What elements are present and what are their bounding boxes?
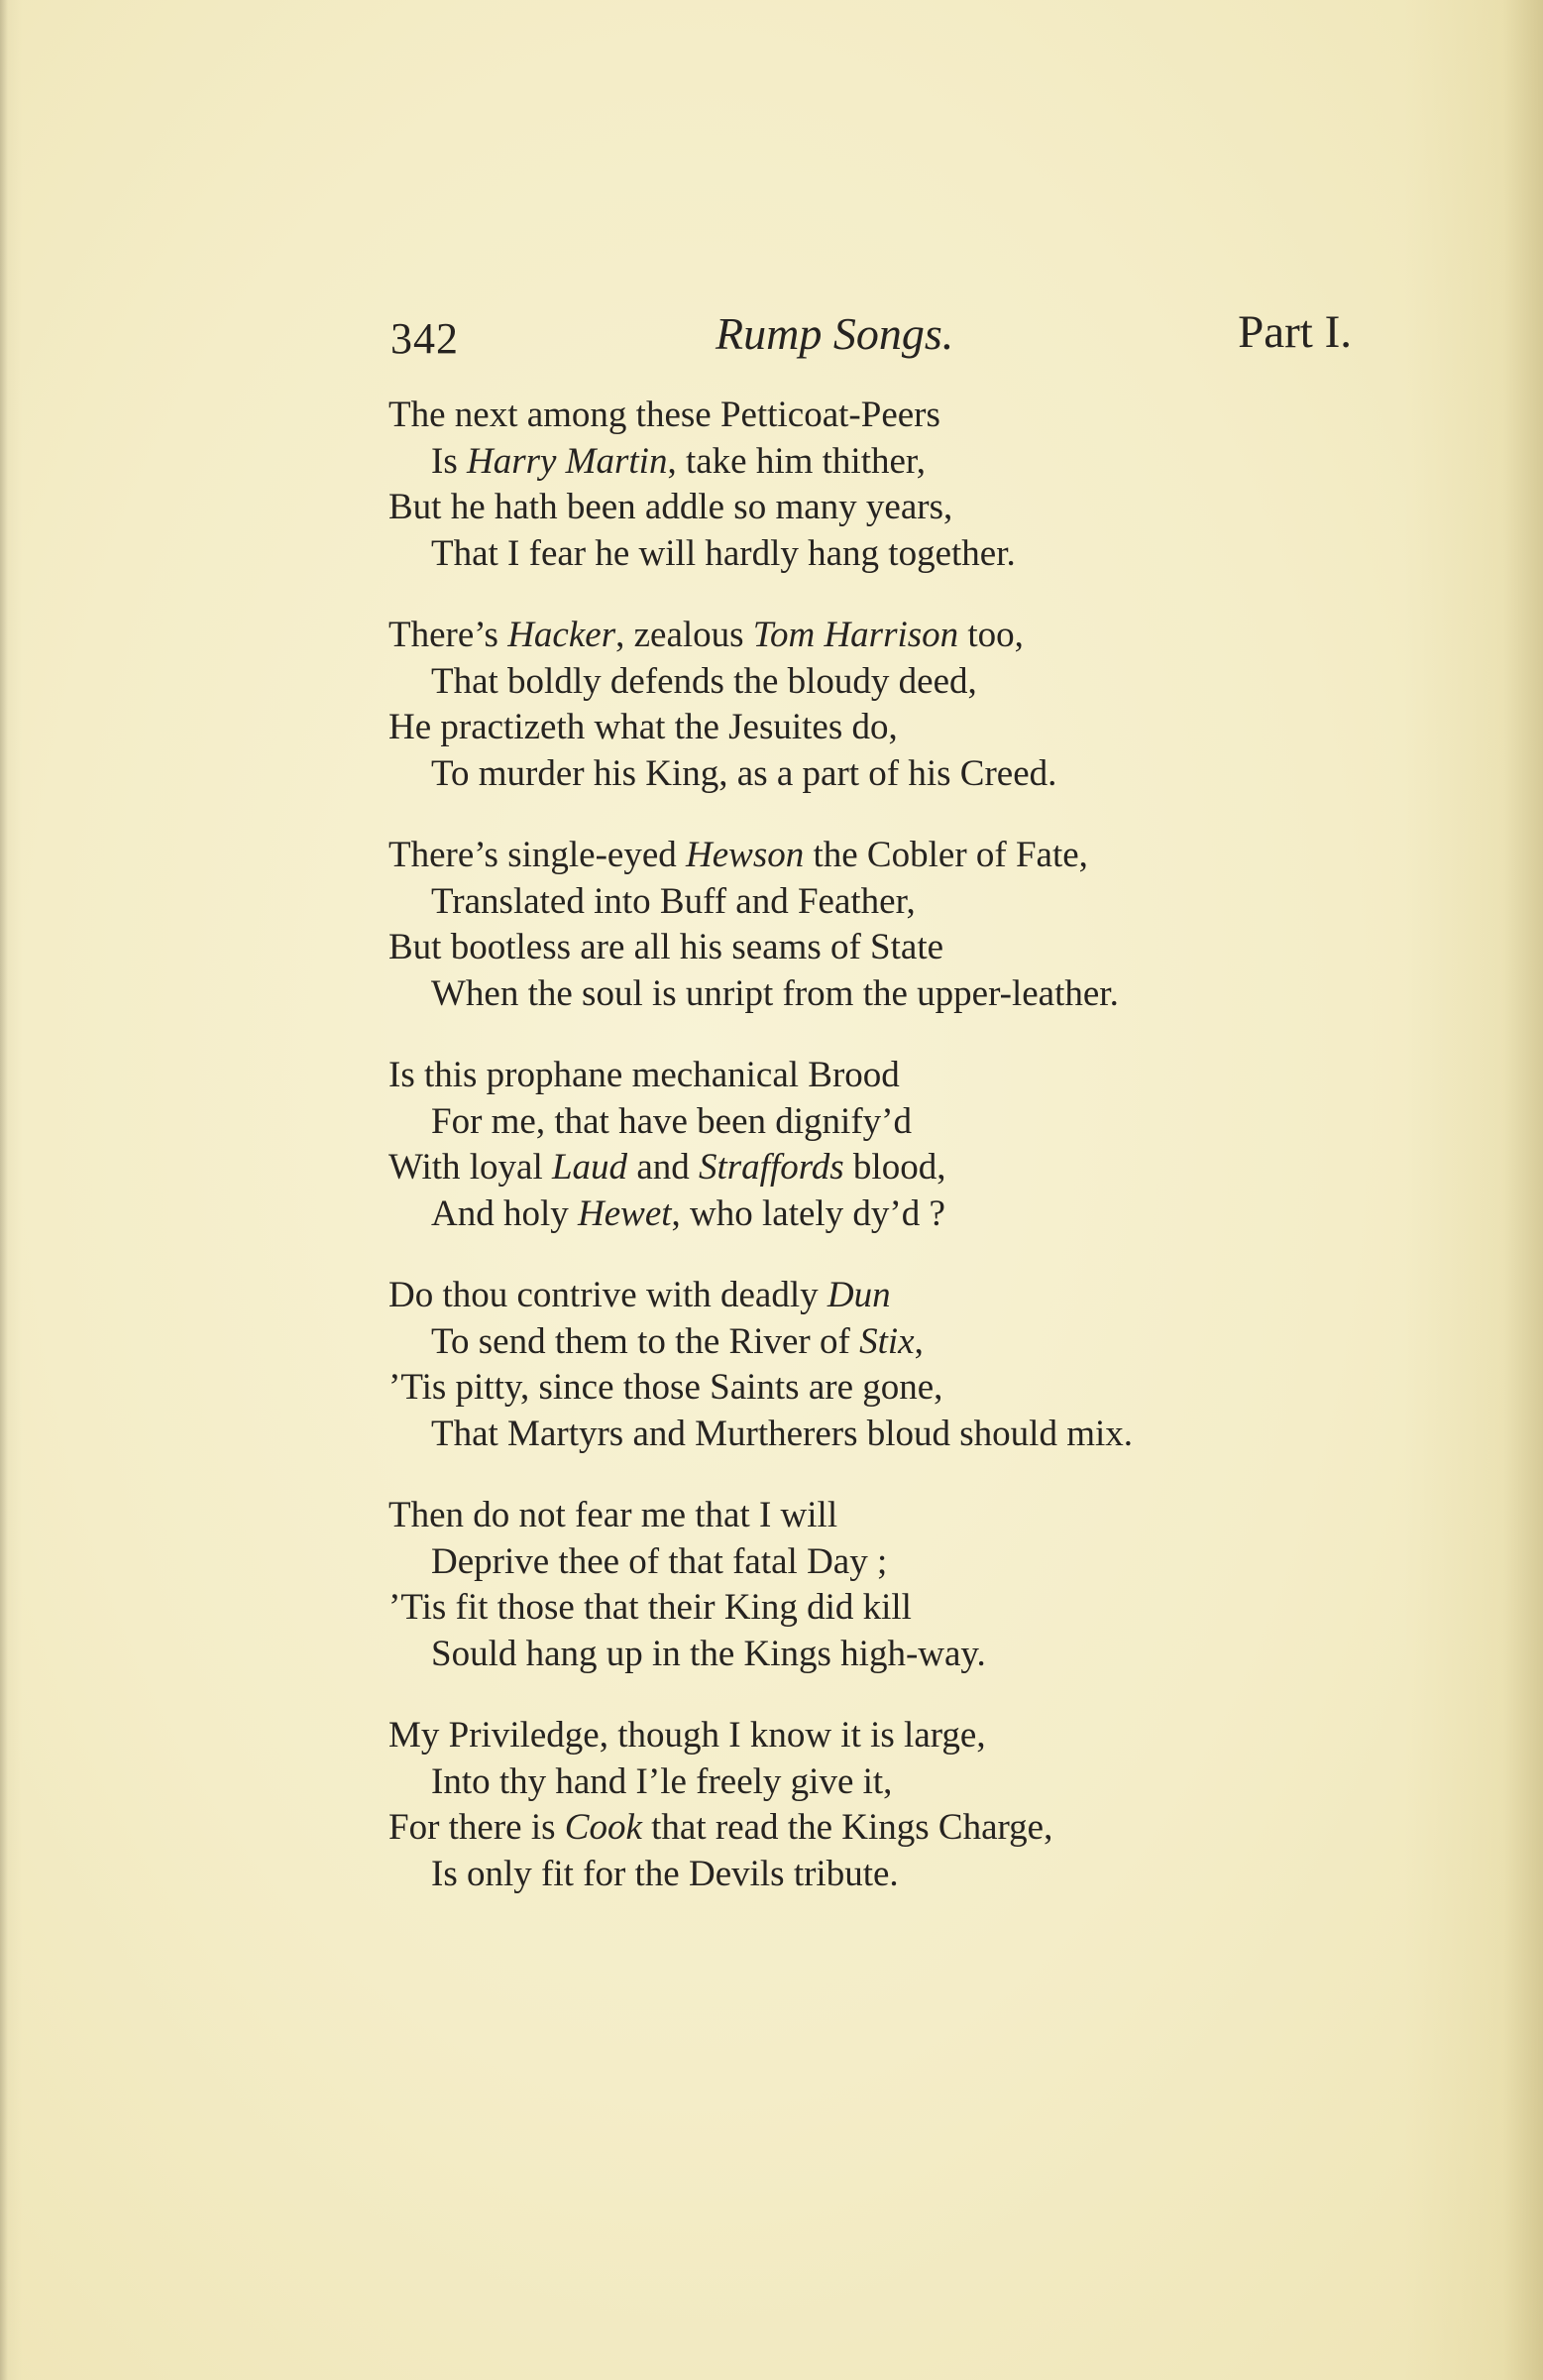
line-text: Sould hang up in the Kings high-way.	[431, 1633, 986, 1674]
line-text: With loyal	[388, 1147, 552, 1188]
verse-line	[388, 485, 1280, 531]
verse-line	[388, 1319, 1280, 1366]
italic-name: Cook	[564, 1807, 642, 1848]
verse-line	[388, 1145, 1280, 1191]
line-text: Is only fit for the Devils tribute.	[431, 1853, 899, 1894]
italic-name: Tom Harrison	[752, 615, 959, 655]
italic-name: Hewet	[578, 1192, 672, 1234]
line-text: When the soul is unript from the upper-leather.	[431, 972, 1119, 1014]
italic-name: Hewson	[686, 835, 805, 875]
line-text: , zealous	[615, 615, 753, 655]
verse-line	[388, 1759, 1280, 1806]
verse-line	[388, 1191, 1280, 1238]
line-text: That I fear he will hardly hang together.	[431, 532, 1016, 574]
verse-line	[388, 879, 1280, 926]
italic-name: Dun	[827, 1275, 891, 1315]
verse-line	[388, 705, 1280, 751]
line-text: the Cobler of Fate,	[804, 835, 1088, 875]
verse-line	[388, 393, 1280, 439]
line-text: , take him thither,	[667, 440, 927, 482]
verse-line	[388, 1273, 1280, 1319]
line-text: ’Tis fit those that their King did kill	[388, 1587, 912, 1628]
line-text: and	[627, 1147, 699, 1188]
stanza	[388, 393, 1280, 577]
italic-name: Hacker	[507, 615, 616, 655]
running-head	[390, 297, 1352, 377]
running-title: Rump Songs.	[716, 308, 954, 359]
verse-line	[388, 971, 1280, 1018]
verse-line	[388, 1053, 1280, 1099]
verse-line	[388, 833, 1280, 879]
part-label: Part I.	[1238, 306, 1352, 358]
line-text: that read the Kings Charge,	[641, 1807, 1053, 1848]
verse-line	[388, 1365, 1280, 1412]
stanza	[388, 1273, 1280, 1457]
stanza	[388, 1713, 1280, 1897]
line-text: To send them to the River of	[431, 1320, 860, 1362]
line-text: To murder his King, as a part of his Creed.	[431, 752, 1057, 794]
line-text: , who lately dy’d ?	[671, 1192, 945, 1234]
line-text: My Priviledge, though I know it is large,	[388, 1715, 986, 1756]
line-text: ’Tis pitty, since those Saints are gone,	[388, 1367, 943, 1408]
line-text: That boldly defends the bloudy deed,	[431, 660, 977, 702]
line-text: Into thy hand I’le freely give it,	[431, 1760, 893, 1802]
line-text: But bootless are all his seams of State	[388, 927, 944, 967]
line-text: blood,	[843, 1147, 946, 1188]
line-text: The next among these Petticoat-Peers	[388, 395, 940, 435]
line-text: too,	[958, 615, 1024, 655]
italic-name: Straffords	[699, 1147, 844, 1188]
stanza	[388, 613, 1280, 797]
verse-line	[388, 751, 1280, 798]
italic-name: Laud	[551, 1147, 628, 1188]
verse-line	[388, 1805, 1280, 1852]
verse-line	[388, 1585, 1280, 1632]
poem-body	[388, 393, 1280, 1933]
line-text: That Martyrs and Murtherers bloud should mix.	[431, 1413, 1134, 1454]
line-text: For me, that have been dignify’d	[431, 1100, 912, 1142]
verse-line	[388, 531, 1280, 578]
italic-name: Stix	[859, 1320, 915, 1362]
line-text: Translated into Buff and Feather,	[431, 880, 916, 922]
verse-line	[388, 1099, 1280, 1146]
verse-line	[388, 1493, 1280, 1539]
stanza	[388, 1053, 1280, 1237]
line-text: Then do not fear me that I will	[388, 1495, 838, 1535]
italic-name: Harry Martin	[466, 440, 668, 482]
line-text: ,	[914, 1320, 924, 1362]
verse-line	[388, 659, 1280, 706]
line-text: Do thou contrive with deadly	[388, 1275, 827, 1315]
line-text: For there is	[388, 1807, 565, 1848]
line-text: Deprive thee of that fatal Day ;	[431, 1540, 888, 1582]
line-text: And holy	[431, 1192, 578, 1234]
stanza	[388, 1493, 1280, 1677]
verse-line	[388, 1852, 1280, 1898]
line-text: He practizeth what the Jesuites do,	[388, 707, 898, 747]
verse-line	[388, 1713, 1280, 1759]
verse-line	[388, 1412, 1280, 1458]
verse-line	[388, 1632, 1280, 1678]
verse-line	[388, 613, 1280, 659]
stanza	[388, 833, 1280, 1017]
line-text: There’s	[388, 615, 508, 655]
line-text: But he hath been addle so many years,	[388, 487, 953, 527]
line-text: Is	[431, 440, 467, 482]
line-text: There’s single-eyed	[388, 835, 686, 875]
line-text: Is this prophane mechanical Brood	[388, 1055, 900, 1095]
verse-line	[388, 439, 1280, 486]
verse-line	[388, 925, 1280, 971]
verse-line	[388, 1539, 1280, 1586]
page-number: 342	[390, 314, 459, 363]
